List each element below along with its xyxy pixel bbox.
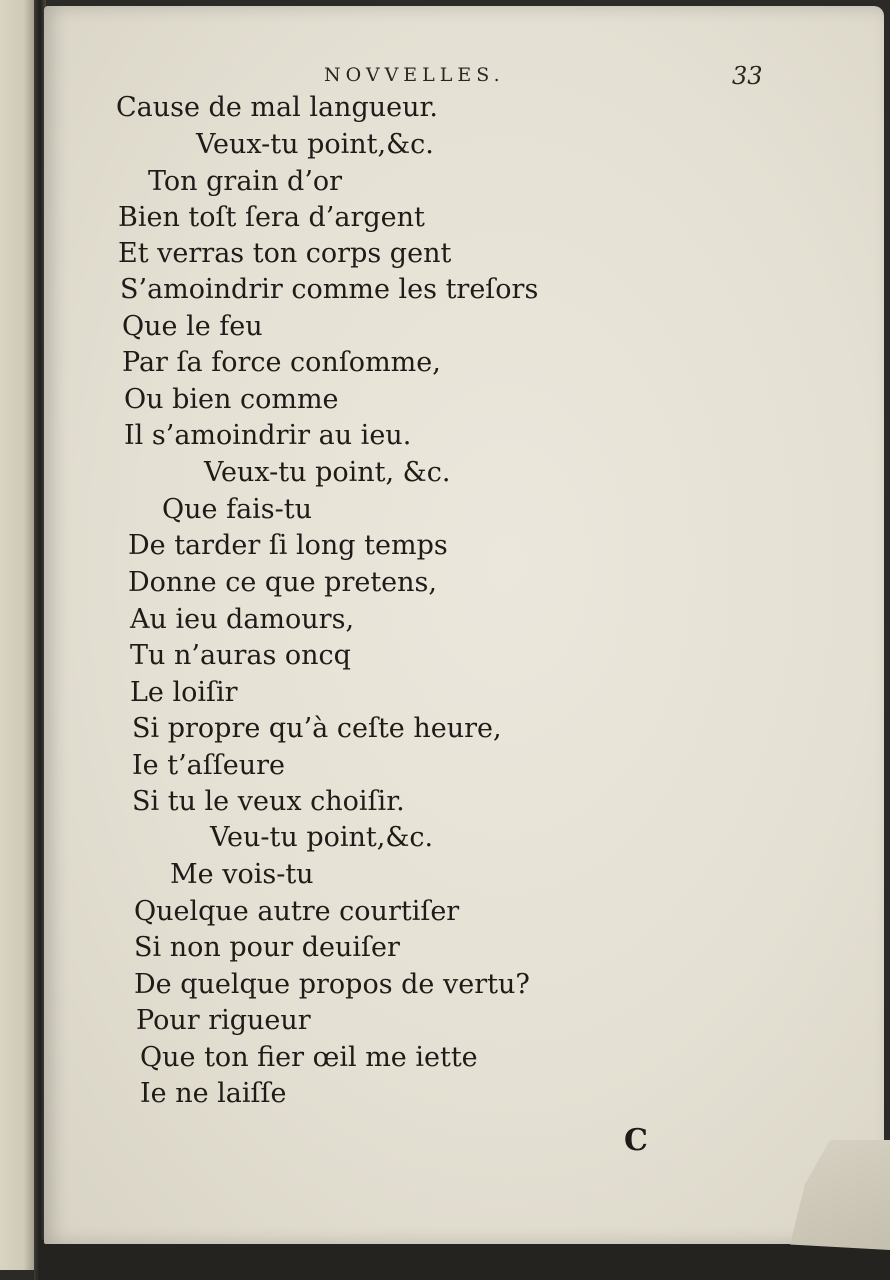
poem-line: Donne ce que pretens, (128, 567, 437, 598)
page-number: 33 (732, 62, 763, 90)
poem-line: Et verras ton corps gent (118, 238, 452, 269)
poem-line: Tu n’auras oncq (130, 640, 351, 671)
book-page (44, 6, 884, 1244)
poem-line: Ie ne laiſſe (140, 1078, 287, 1109)
poem-line: Quelque autre courtiſer (134, 896, 460, 927)
running-title: NOVVELLES. (324, 64, 505, 86)
poem-line: Par ſa force conſomme, (122, 347, 441, 378)
poem-line: Veux-tu point, &c. (204, 457, 451, 488)
background-surface (40, 1240, 890, 1280)
poem-line: Ton grain d’or (148, 166, 343, 197)
poem-line: Le loiſir (130, 677, 238, 708)
poem-line: Me vois-tu (170, 859, 314, 890)
signature-mark: C (624, 1123, 648, 1158)
poem-line: Si non pour deuiſer (134, 932, 400, 963)
poem-line: Si tu le veux choiſir. (132, 786, 405, 817)
poem-line: Que ton fier œil me iette (140, 1042, 478, 1073)
poem-line: Veu-tu point,&c. (210, 822, 434, 853)
poem-line: Ou bien comme (124, 384, 339, 415)
poem-line: De tarder ſi long temps (128, 530, 448, 561)
poem-line: Que fais-tu (162, 494, 313, 525)
poem-line: De quelque propos de vertu? (134, 969, 530, 1000)
poem-line: Ie t’aſſeure (132, 750, 285, 781)
poem-line: S’amoindrir comme les treſors (120, 274, 539, 305)
poem-line: Veux-tu point,&c. (196, 129, 434, 160)
poem-line: Pour rigueur (136, 1005, 311, 1036)
poem-line: Au ieu damours, (130, 604, 355, 635)
poem-line: Cause de mal langueur. (116, 92, 439, 123)
poem-line: Si propre qu’à ceſte heure, (132, 713, 502, 744)
poem-line: Que le feu (122, 311, 263, 342)
poem-line: Il s’amoindrir au ieu. (124, 420, 412, 451)
poem-line: Bien toſt ſera d’argent (118, 202, 425, 233)
